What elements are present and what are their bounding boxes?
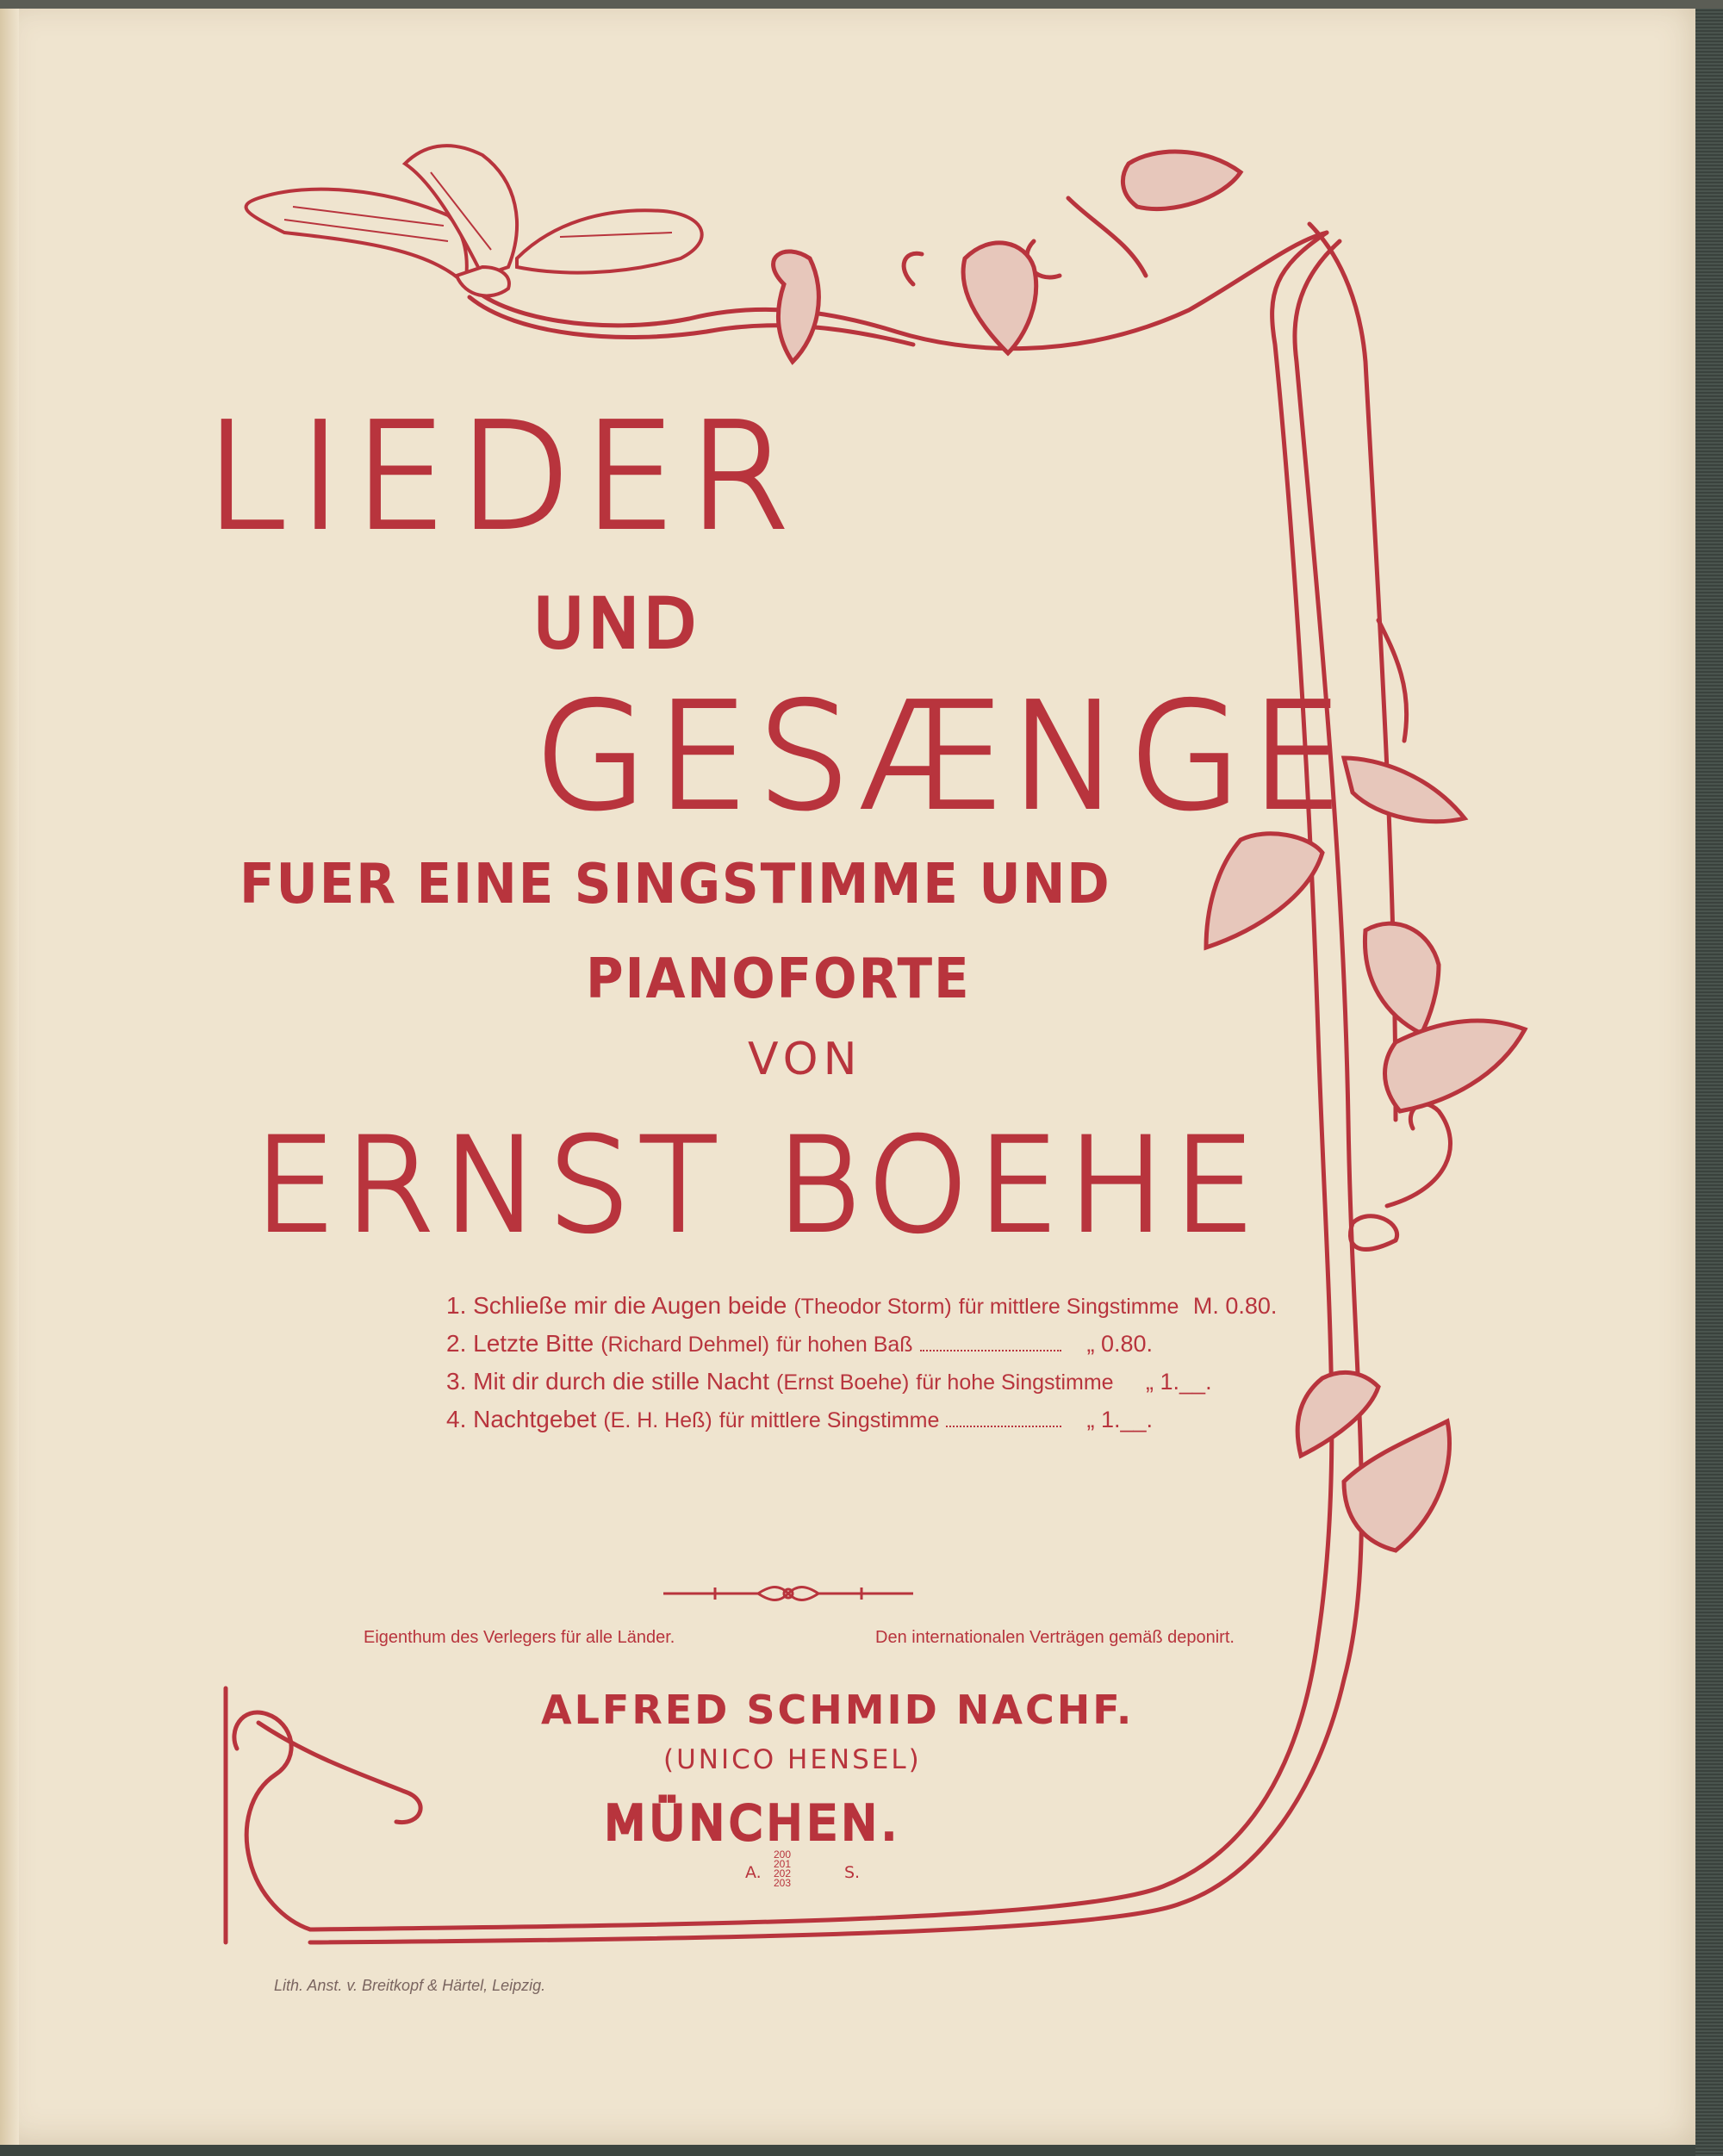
song-poet: (Theodor Storm)	[793, 1295, 952, 1319]
song-voice: für mittlere Singstimme	[958, 1295, 1179, 1319]
printer-credit: Lith. Anst. v. Breitkopf & Härtel, Leipzig.	[274, 1977, 546, 1994]
leaf	[1206, 834, 1322, 948]
subtitle-line-2: PIANOFORTE	[586, 948, 971, 1011]
subtitle-von: VON	[748, 1034, 862, 1085]
leaf	[1344, 758, 1465, 822]
notice-ownership: Eigenthum des Verlegers für alle Länder.	[364, 1628, 675, 1647]
song-voice: für hohe Singstimme	[916, 1370, 1114, 1395]
song-list	[446, 1292, 1278, 1444]
plate-number: 200	[774, 1848, 792, 1861]
song-price: „ 0.80.	[1086, 1331, 1153, 1357]
leaf	[774, 252, 819, 362]
song-item	[446, 1368, 1212, 1406]
song-price: M. 0.80.	[1192, 1293, 1278, 1319]
song-title: 4. Nachtgebet	[446, 1406, 597, 1432]
plate-prefix: A.	[745, 1863, 762, 1882]
book-top-edge	[0, 0, 1723, 9]
song-title: 3. Mit dir durch die stille Nacht	[446, 1368, 770, 1395]
song-poet: (Ernst Boehe)	[776, 1370, 910, 1395]
flower-petal	[246, 190, 467, 284]
composer-name: ERNST BOEHE	[254, 1111, 1264, 1261]
subtitle-line-1: FUER EINE SINGSTIMME UND	[239, 853, 1111, 916]
leaf	[1365, 923, 1439, 1034]
song-poet: (Richard Dehmel)	[600, 1333, 770, 1357]
dot-leader	[920, 1350, 1061, 1351]
flower-center	[457, 267, 509, 295]
divider-ornament	[663, 1583, 913, 1604]
leaf	[1385, 1021, 1526, 1111]
publisher-name: ALFRED SCHMID NACHF.	[541, 1687, 1135, 1733]
song-price: „ 1.__.	[1086, 1407, 1153, 1432]
publisher-city: MÜNCHEN.	[605, 1796, 902, 1850]
song-item	[446, 1330, 1153, 1368]
flower-petal	[517, 210, 702, 272]
leaf	[1123, 152, 1241, 209]
song-title: 1. Schließe mir die Augen beide	[446, 1292, 787, 1319]
title-line-und: UND	[534, 586, 701, 663]
song-item	[446, 1406, 1153, 1444]
song-price: „ 1.__.	[1146, 1369, 1212, 1395]
plate-number: 202	[774, 1867, 792, 1880]
song-voice: für mittlere Singstimme	[718, 1408, 940, 1432]
plate-number: 201	[774, 1858, 792, 1870]
song-title: 2. Letzte Bitte	[446, 1330, 594, 1357]
plate-suffix: S.	[844, 1863, 861, 1882]
title-line-gesaenge: GESÆNGE	[534, 672, 1352, 842]
notice-deposit: Den internationalen Verträgen gemäß deponirt.	[875, 1628, 1235, 1647]
leaf	[963, 243, 1036, 353]
plate-number: 203	[774, 1877, 792, 1889]
plate-numbers	[774, 1850, 791, 1888]
song-item	[446, 1292, 1278, 1330]
dot-leader	[946, 1426, 1061, 1427]
song-voice: für hohen Baß	[776, 1333, 913, 1357]
title-line-lieder: LIEDER	[205, 392, 802, 562]
book-cover-edge	[1695, 0, 1723, 2156]
leaf	[1297, 1372, 1378, 1456]
song-poet: (E. H. Heß)	[603, 1408, 712, 1432]
publisher-owner: (UNICO HENSEL)	[663, 1744, 922, 1775]
